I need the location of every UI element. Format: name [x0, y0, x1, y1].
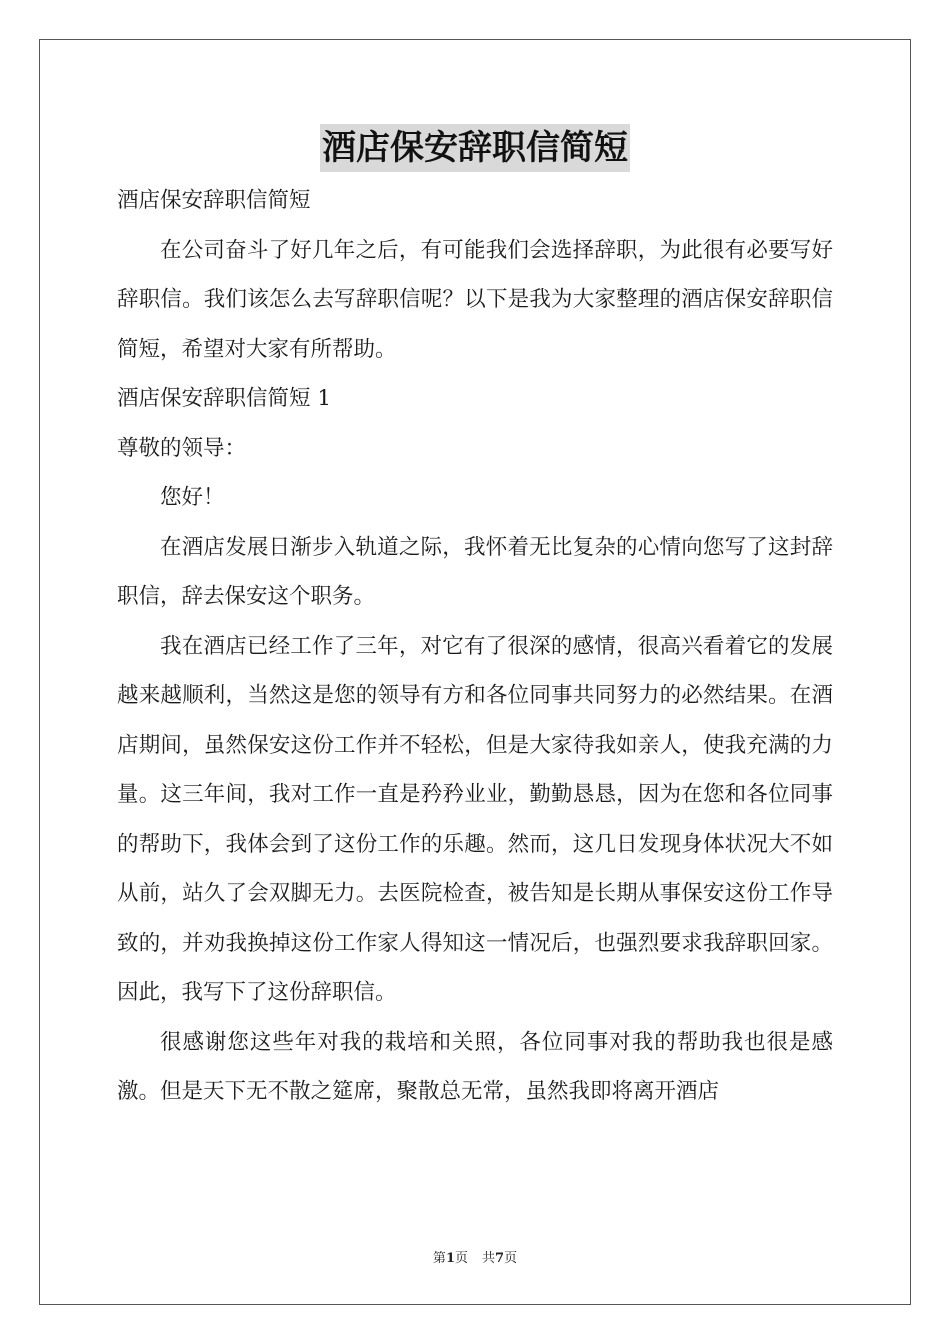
body-paragraph-2: 我在酒店已经工作了三年，对它有了很深的感情，很高兴看着它的发展越来越顺利，当然这是您的领导有方和各位同事共同努力的必然结果。在酒店期间，虽然保安这份工作并不轻松，但是大家待我如亲人，使我充满的力量。这三年间，我对工作一直是矜矜业业，勤勤恳恳，因为在您和各位同事的帮助下，我体会到了这份工作的乐趣。然而，这几日发现身体状况大不如从前，站久了会双脚无力。去医院检查，被告知是长期从事保安这份工作导致的，并劝我换掉这份工作家人得知这一情况后，也强烈要求我辞职回家。因此，我写下了这份辞职信。	[117, 633, 833, 1005]
document-subtitle: 酒店保安辞职信简短	[117, 188, 311, 213]
section-heading: 酒店保安辞职信简短 1	[117, 386, 332, 411]
body-paragraph-1: 在酒店发展日渐步入轨道之际，我怀着无比复杂的心情向您写了这封辞职信，辞去保安这个职务。	[117, 534, 833, 609]
footer-page-total: 7	[495, 1251, 505, 1266]
document-body	[117, 176, 833, 1117]
letter-salutation: 尊敬的领导：	[117, 435, 247, 461]
letter-greeting: 您好！	[160, 485, 225, 510]
title-container	[0, 124, 950, 172]
page-footer	[0, 1247, 950, 1266]
footer-total-suffix: 页	[504, 1251, 518, 1266]
footer-page-suffix: 页	[454, 1251, 468, 1266]
intro-paragraph: 在公司奋斗了好几年之后，有可能我们会选择辞职，为此很有必要写好辞职信。我们该怎么去写辞职信呢？以下是我为大家整理的酒店保安辞职信简短，希望对大家有所帮助。	[117, 237, 833, 362]
footer-total-prefix: 共	[482, 1251, 496, 1266]
body-paragraph-3: 很感谢您这些年对我的栽培和关照，各位同事对我的帮助我也很是感激。但是天下无不散之筵席，聚散总无常，虽然我即将离开酒店	[117, 1029, 833, 1104]
footer-page-current: 1	[445, 1251, 455, 1266]
document-title: 酒店保安辞职信简短	[320, 124, 630, 172]
footer-page-prefix: 第	[432, 1251, 446, 1266]
